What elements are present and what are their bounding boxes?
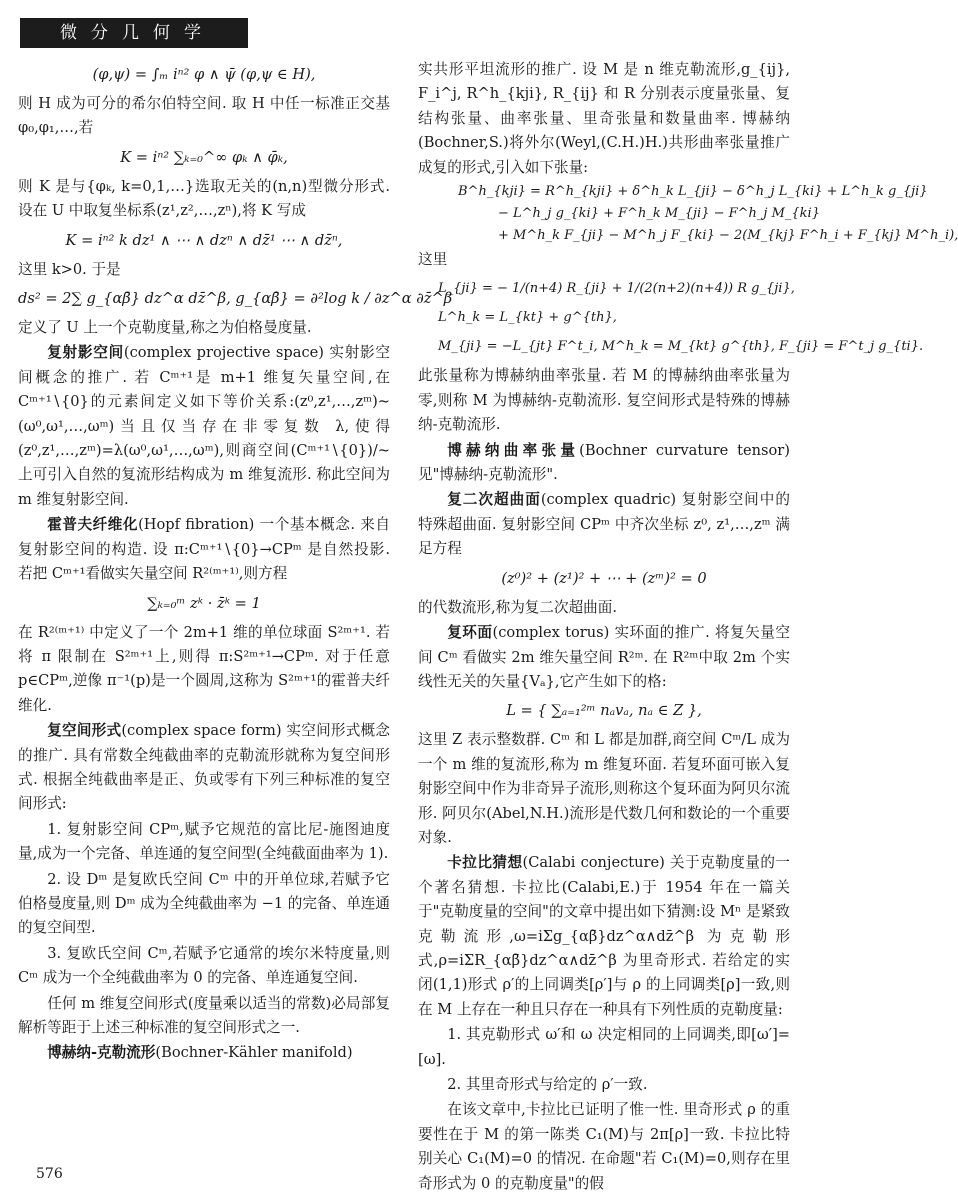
list-item: 2. 其里奇形式与给定的 ρ′一致. [447,1076,648,1093]
l-raised-equation: L^h_k = L_{kt} + g^{th}, [438,310,617,326]
paragraph: 在 R²⁽ᵐ⁺¹⁾ 中定义了一个 2m+1 维的单位球面 S²ᵐ⁺¹. 若将 π 限制在 S²ᵐ⁺¹上,则得 π:S²ᵐ⁺¹→CPᵐ. 对于任意 p∈CPᵐ,逆像 π⁻¹(p)是一个圆周,这称为 S²ᵐ⁺¹的霍普夫纤维化. [18,623,390,714]
entry-text: (complex quadric) 复射影空间中的特殊超曲面. 复射影空间 CPᵐ 中齐次坐标 z⁰, z¹,…,zᵐ 满足方程 [418,491,790,558]
m-tensor-equation: M_{ji} = −L_{jt} F^t_i, M^h_k = M_{kt} g^{th}, F_{ji} = F^t_j g_{ti}. [438,339,924,355]
list-item: 1. 其克勒形式 ω′和 ω 决定相同的上同调类,即[ω′]=[ω]. [418,1026,790,1068]
lattice-equation: L = { ∑ₐ₌₁²ᵐ nₐvₐ, nₐ ∈ Z }, [506,702,702,720]
entry-text: (Calabi conjecture) 关于克勒度量的一个著名猜想. 卡拉比(Calabi,E.)于 1954 年在一篇关于"克勒度量的空间"的文章中提出如下猜测:设 Mⁿ 是紧致克勒流形,ω=iΣg_{αβ̄}dz^α∧dz̄^β 为克勒形式,ρ=iΣR_{αβ̄}dz^α∧dz̄^β 为里奇形式. 若给定的实闭(1,1)形式 ρ′的上同调类[ρ′]与 ρ 的上同调类[ρ]一致,则在 M 上存在一种且只存在一种具有下列性质的克勒度量: [418,854,790,1018]
entry-bochner-kahler-manifold [18,1041,390,1065]
paragraph: 这里 Z 表示整数群. Cᵐ 和 L 都是加群,商空间 Cᵐ/L 成为一个 m 维的复流形,称为 m 维复环面. 若复环面可嵌入复射影空间中作为非奇异子流形,则称这个复环面为阿贝尔流形. 阿贝尔(Abel,N.H.)流形是代数几何和数论的一个重要对象. [418,731,790,846]
running-header: 微分几何学 [20,18,248,48]
quadric-equation: (z⁰)² + (z¹)² + ⋯ + (zᵐ)² = 0 [501,569,707,587]
entry-text: (complex projective space) 实射影空间概念的推广. 若 Cᵐ⁺¹是 m+1 维复矢量空间,在 Cᵐ⁺¹∖{0}的元素间定义如下等价关系:(z⁰,z¹,…,zᵐ)~(ω⁰,ω¹,…,ωᵐ)当且仅当存在非零复数 λ,使得(z⁰,z¹,…,zᵐ)=λ(ω⁰,ω¹,…,ωᵐ),则商空间(Cᵐ⁺¹∖{0})/~上可引入自然的复流形结构成为 m 维复流形. 称此空间为 m 维复射影空间. [18,344,390,508]
entry-term: 博赫纳曲率张量 [447,441,580,459]
entry-bochner-curvature-tensor [418,439,790,488]
bochner-tensor-equation-line1: B^h_{kji} = R^h_{kji} + δ^h_k L_{ji} − δ^h_j L_{ki} + L^h_k g_{ji} [458,184,928,200]
entry-term: 复二次超曲面 [447,491,541,509]
paragraph: 则 H 成为可分的希尔伯特空间. 取 H 中任一标准正交基 φ₀,φ₁,…,若 [18,95,390,137]
list-item: 2. 设 Dᵐ 是复欧氏空间 Cᵐ 中的开单位球,若赋予它伯格曼度量,则 Dᵐ 成为全纯截曲率为 −1 的完备、单连通的复空间型. [18,870,390,937]
entry-complex-space-form [18,719,390,817]
paragraph: 的代数流形,称为复二次超曲面. [418,598,617,616]
entry-complex-torus [418,621,790,694]
paragraph: 这里 k>0. 于是 [18,260,121,278]
right-column [418,58,958,1197]
paragraph: 定义了 U 上一个克勒度量,称之为伯格曼度量. [18,319,312,337]
entry-text: (Bochner-Kähler manifold) [155,1044,353,1062]
kernel-form-equation: K = iⁿ² k dz¹ ∧ ⋯ ∧ dzⁿ ∧ dz̄¹ ⋯ ∧ dz̄ⁿ, [65,231,343,249]
entry-term: 博赫纳-克勒流形 [47,1044,156,1062]
list-item: 1. 复射影空间 CPᵐ,赋予它规范的富比尼-施图迪度量,成为一个完备、单连通的复空间型(全纯截面曲率为 1). [18,820,390,863]
entry-term: 霍普夫纤维化 [47,516,139,534]
entry-calabi-conjecture [418,851,790,1022]
entry-term: 复环面 [447,624,493,642]
kernel-equation: K = iⁿ² ∑ₖ₌₀^∞ φₖ ∧ φ̄ₖ, [120,148,288,166]
entry-term: 复射影空间 [47,344,124,362]
bochner-tensor-equation-line2: − L^h_j g_{ki} + F^h_k M_{ji} − F^h_j M_{ki} [498,206,820,222]
list-item: 3. 复欧氏空间 Cᵐ,若赋予它通常的埃尔米特度量,则 Cᵐ 成为一个全纯截曲率为 0 的完备、单连通复空间. [18,944,390,987]
entry-complex-projective-space [18,341,390,512]
entry-text: (complex torus) 实环面的推广. 将复矢量空间 Cᵐ 看做实 2m 维矢量空间 R²ᵐ. 在 R²ᵐ中取 2m 个实线性无关的矢量{Vₐ},它产生如下的格: [418,624,790,690]
paragraph: 则 K 是与{φₖ, k=0,1,…}选取无关的(n,n)型微分形式. 设在 U 中取复坐标系(z¹,z²,…,zⁿ),将 K 写成 [18,177,390,220]
entry-term: 复空间形式 [47,722,122,740]
entry-term: 卡拉比猜想 [447,854,523,872]
inner-product-equation: (φ,ψ) = ∫ₘ iⁿ² φ ∧ ψ̄ (φ,ψ ∈ H), [92,66,316,83]
entry-complex-quadric [418,488,790,561]
entry-text: (Bochner curvature tensor) 见"博赫纳-克勒流形". [418,441,790,484]
sphere-equation: ∑ₖ₌₀ᵐ zᵏ · z̄ᵏ = 1 [147,594,261,612]
paragraph: 实共形平坦流形的推广. 设 M 是 n 维克勒流形,g_{ij}, F_i^j, R^h_{kji}, R_{ij} 和 R 分别表示度量张量、复结构张量、曲率张量、里奇张量和数量曲率. 博赫纳(Bochner,S.)将外尔(Weyl,(C.H.)H.)共形曲率张量推广成复的形式,引入如下张量: [418,61,790,176]
bochner-tensor-equation-line3: + M^h_k F_{ji} − M^h_j F_{ki} − 2(M_{kj} F^h_i + F_{kj} M^h_i), [498,228,958,244]
page-number: 576 [36,1166,63,1182]
entry-hopf-fibration [18,513,390,586]
paragraph: 这里 [418,251,448,269]
l-tensor-equation: L_{ji} = − 1/(n+4) R_{ji} + 1/(2(n+2)(n+4)) R g_{ji}, [438,281,795,297]
paragraph: 此张量称为博赫纳曲率张量. 若 M 的博赫纳曲率张量为零,则称 M 为博赫纳-克勒流形. 复空间形式是特殊的博赫纳-克勒流形. [418,367,790,434]
bergman-metric-equation: ds² = 2∑ g_{αβ̄} dz^α dz̄^β, g_{αβ̄} = ∂²log k / ∂z^α ∂z̄^β [18,290,453,308]
entry-text: (Hopf fibration) 一个基本概念. 来自复射影空间的构造. 设 π:Cᵐ⁺¹∖{0}→CPᵐ 是自然投影. 若把 Cᵐ⁺¹看做实矢量空间 R²⁽ᵐ⁺¹⁾,则方程 [18,516,390,583]
paragraph: 任何 m 维复空间形式(度量乘以适当的常数)必局部复解析等距于上述三种标准的复空间形式之一. [18,994,390,1036]
paragraph: 在该文章中,卡拉比已证明了惟一性. 里奇形式 ρ 的重要性在于 M 的第一陈类 C₁(M)与 2π[ρ]一致. 卡拉比特别关心 C₁(M)=0 的情况. 在命题"若 C₁(M)=0,则存在里奇形式为 0 的克勒度量"的假 [418,1101,790,1192]
left-column [18,58,453,1067]
entry-text: (complex space form) 实空间形式概念的推广. 具有常数全纯截曲率的克勒流形就称为复空间形式. 根据全纯截曲率是正、负或零有下列三种标准的复空间形式: [18,722,390,813]
